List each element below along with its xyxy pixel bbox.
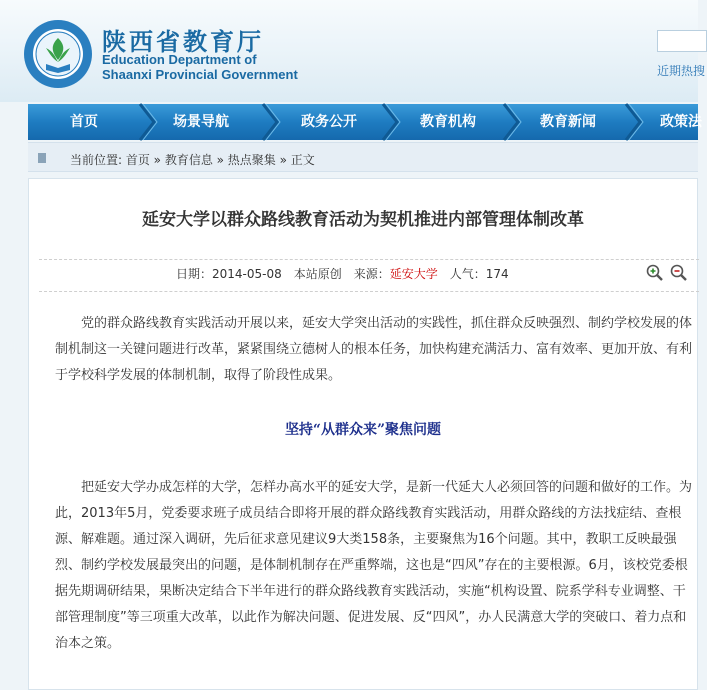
search-input[interactable] (657, 30, 707, 52)
site-name-english-line1: Education Department of (102, 52, 257, 67)
nav-separator-icon (626, 104, 648, 140)
article-paragraph: 党的群众路线教育实践活动开展以来，延安大学突出活动的实践性，抓住群众反映强烈、制约学校发展的体制机制这一关键问题进行改革，紧紧围绕立德树人的根本任务，加快构建充满活力、富有效率、更加开放、有利于学校科学发展的体制机制，取得了阶段性成果。 (55, 316, 693, 383)
zoom-out-icon[interactable] (670, 264, 688, 282)
meta-date: 日期：2014-05-08 本站原创 来源： (176, 267, 390, 281)
nav-item-home[interactable]: 首页 (70, 114, 98, 130)
article-subheading: 坚持“从群众来”聚焦问题 (284, 422, 442, 438)
nav-item-scene-navigation[interactable]: 场景导航 (173, 114, 229, 130)
hot-search-label[interactable]: 近期热搜 (657, 64, 706, 78)
nav-item-government-affairs[interactable]: 政务公开 (301, 114, 357, 130)
zoom-in-icon[interactable] (646, 264, 664, 282)
nav-separator-icon (504, 104, 526, 140)
breadcrumb (28, 142, 698, 172)
site-name-english-line2: Shaanxi Provincial Government (102, 67, 298, 82)
location-icon (38, 153, 46, 163)
article-paragraph: 把延安大学办成怎样的大学，怎样办高水平的延安大学，是新一代延大人必须回答的问题和做好的工作。为此，2013年5月，党委要求班子成员结合即将开展的群众路线教育实践活动，用群众路线的方法找症结、查根源、解难题。通过深入调研，先后征求意见建议9大类158条，主要聚焦为16个问题。其中，教职工反映最强烈、制约学校发展最突出的问题，是体制机制存在严重弊端，这也是“四风”存在的主要根源。6月，该校党委根据先期调研结果，果断决定结合下半年进行的群众路线教育实践活动，实施“机构设置、院系学科专业调整、干部管理制度”等三项重大改革，以此作为解决问题、促进发展、反“四风”，办人民满意大学的突破口、着力点和治本之策。 (55, 480, 693, 651)
divider (39, 259, 699, 260)
nav-item-policy[interactable]: 政策法 (660, 114, 702, 130)
article-container (28, 178, 698, 690)
nav-item-education-news[interactable]: 教育新闻 (540, 114, 596, 130)
nav-separator-icon (383, 104, 405, 140)
article-title: 延安大学以群众路线教育活动为契机推进内部管理体制改革 (142, 210, 584, 230)
article-meta (176, 265, 509, 282)
education-department-logo[interactable] (22, 18, 94, 90)
nav-separator-icon (140, 104, 162, 140)
nav-item-education-institutions[interactable]: 教育机构 (420, 114, 476, 130)
nav-separator-icon (263, 104, 285, 140)
divider (39, 291, 699, 292)
meta-views: 人气：174 (437, 267, 509, 281)
main-navigation (28, 104, 702, 140)
site-name-chinese: 陕西省教育厅 (102, 27, 264, 56)
site-header (0, 0, 706, 102)
breadcrumb-text[interactable]: 当前位置: 首页 » 教育信息 » 热点聚集 » 正文 (70, 153, 315, 167)
meta-source-link[interactable]: 延安大学 (389, 267, 438, 281)
